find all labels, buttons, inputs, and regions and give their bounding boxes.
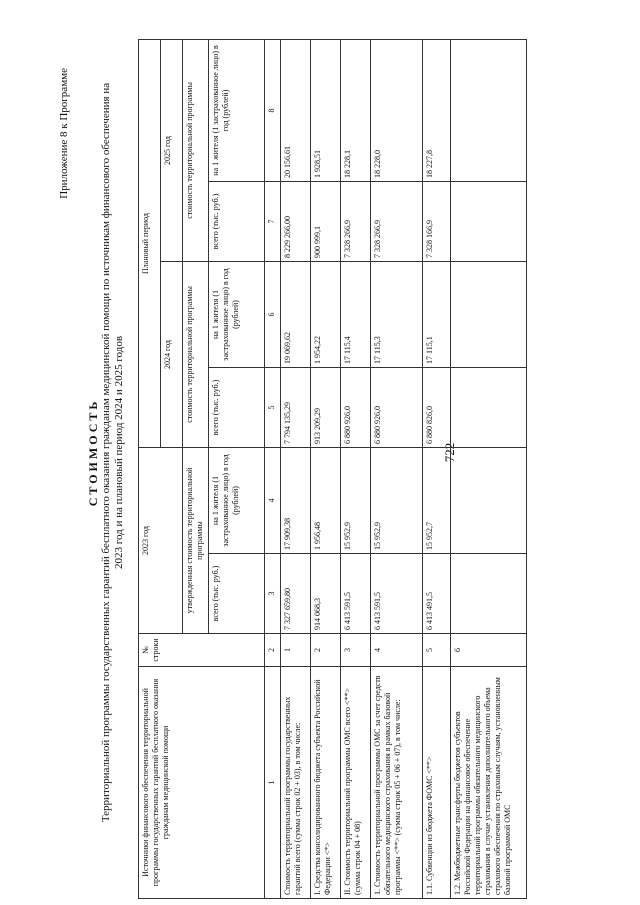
header-year-2025: 2025 год [161,39,183,261]
table-row [281,39,311,898]
column-number: 2 [265,634,281,667]
cell-2025-total [451,181,527,261]
cell-2025-total: 900 999,1 [311,181,341,261]
row-label: 1.1. Субвенции из бюджета ФОМС <**> [423,667,451,899]
column-number: 6 [265,261,281,367]
header-planned-period: Плановый период [139,39,161,447]
header-row-number: № строки [139,634,265,667]
column-number: 4 [265,447,281,553]
cell-2023-total: 914 068,3 [311,554,341,634]
cell-2023-total: 6 413 491,5 [423,554,451,634]
header-total-2023: всего (тыс. руб.) [209,554,265,634]
row-number: 3 [341,634,371,667]
cell-2024-per-capita: 19 069,62 [281,261,311,367]
cell-2024-total: 6 880 926,0 [371,367,423,447]
cell-2023-per-capita: 1 956,48 [311,447,341,553]
table-row [451,39,527,898]
cell-2024-per-capita: 1 954,22 [311,261,341,367]
cell-2025-total: 7 328 266,9 [341,181,371,261]
row-label: 1. Стоимость территориальной программы ОМС за счет средств обязательного медицинского страхования в рамках базовой программы <**> (сумма строк 05 + 06 + 07), в том числе: [371,667,423,899]
cell-2025-per-capita [451,39,527,181]
header-year-2024: 2024 год [161,261,183,447]
header-source: Источники финансового обеспечения территориальной программы государственных гарантий бесплатного оказания гражданам медицинской помощи [139,667,265,899]
row-number: 4 [371,634,423,667]
row-number: 5 [423,634,451,667]
header-program-cost-2025: стоимость территориальной программы [183,39,209,261]
cell-2023-per-capita: 17 909,38 [281,447,311,553]
cell-2023-total [451,554,527,634]
row-number: 6 [451,634,527,667]
cell-2023-per-capita: 15 952,7 [423,447,451,553]
table-row [341,39,371,898]
column-number: 5 [265,367,281,447]
header-per-capita-2024: на 1 жителя (1 застрахованное лицо) в год (рублей) [209,261,265,367]
cell-2025-per-capita: 18 228,1 [341,39,371,181]
header-total-2025: всего (тыс. руб.) [209,181,265,261]
cell-2025-per-capita: 18 227,8 [423,39,451,181]
header-per-capita-2023: на 1 жителя (1 застрахованное лицо) в год (рублей) [209,447,265,553]
cell-2023-total: 6 413 591,5 [341,554,371,634]
table-row [371,39,423,898]
document-title: СТОИМОСТЬ [86,398,100,507]
row-label: I. Средства консолидированного бюджета субъекта Российской Федерации <*> [311,667,341,899]
cell-2025-per-capita: 20 156,61 [281,39,311,181]
cell-2025-total: 7 328 266,9 [371,181,423,261]
header-approved-cost: утвержденная стоимость территориальной программы [183,447,209,633]
table-row [311,39,341,898]
header-program-cost-2024: стоимость территориальной программы [183,261,209,447]
table-row [423,39,451,898]
column-number-row [265,39,281,898]
cell-2023-total: 7 327 659,80 [281,554,311,634]
cell-2025-total: 7 328 166,9 [423,181,451,261]
row-label: Стоимость территориальной программы государственных гарантий всего (сумма строк 02 + 03), в том числе: [281,667,311,899]
column-number: 7 [265,181,281,261]
cell-2024-per-capita: 17 115,1 [423,261,451,367]
appendix-note: Приложение 8 к Программе [58,68,70,199]
column-number: 8 [265,39,281,181]
cell-2025-total: 8 229 266,00 [281,181,311,261]
cell-2024-total: 6 880 926,0 [341,367,371,447]
column-number: 1 [265,667,281,899]
cell-2025-per-capita: 1 928,51 [311,39,341,181]
document-subtitle: Территориальной программы государственных гарантий бесплатного оказания гражданам медицинской помощи по источникам финансового обеспечения на 2023 год и на плановый период 2024 и 2025 годов [100,82,125,823]
cell-2023-total: 6 413 591,5 [371,554,423,634]
row-number: 2 [311,634,341,667]
cell-2024-total [451,367,527,447]
cell-2025-per-capita: 18 228,0 [371,39,423,181]
cost-table [138,39,527,899]
header-total-2024: всего (тыс. руб.) [209,367,265,447]
cell-2024-per-capita: 17 115,3 [371,261,423,367]
header-row [139,39,161,898]
cell-2023-per-capita: 15 952,9 [371,447,423,553]
row-number: 1 [281,634,311,667]
row-label: 1.2. Межбюджетные трансферты бюджетов субъектов Российской Федерации на финансовое обеспечение территориальной программы обязательного медицинского страхования в случае установления дополнительного объема страхового обеспечения по страховым случаям, установленным базовой программой ОМС [451,667,527,899]
cell-2023-per-capita: 15 952,9 [341,447,371,553]
header-per-capita-2025: на 1 жителя (1 застрахованное лицо) в год (рублей) [209,39,265,181]
cell-2024-per-capita [451,261,527,367]
cell-2024-total: 6 880 826,0 [423,367,451,447]
cell-2023-per-capita [451,447,527,553]
cell-2024-total: 913 209,29 [311,367,341,447]
header-year-2023: 2023 год [139,447,183,633]
cell-2024-per-capita: 17 115,4 [341,261,371,367]
column-number: 3 [265,554,281,634]
cell-2024-total: 7 794 135,29 [281,367,311,447]
page-number: 722 [442,442,457,463]
row-label: II. Стоимость территориальной программы ОМС всего <**> (сумма строк 04 + 08) [341,667,371,899]
